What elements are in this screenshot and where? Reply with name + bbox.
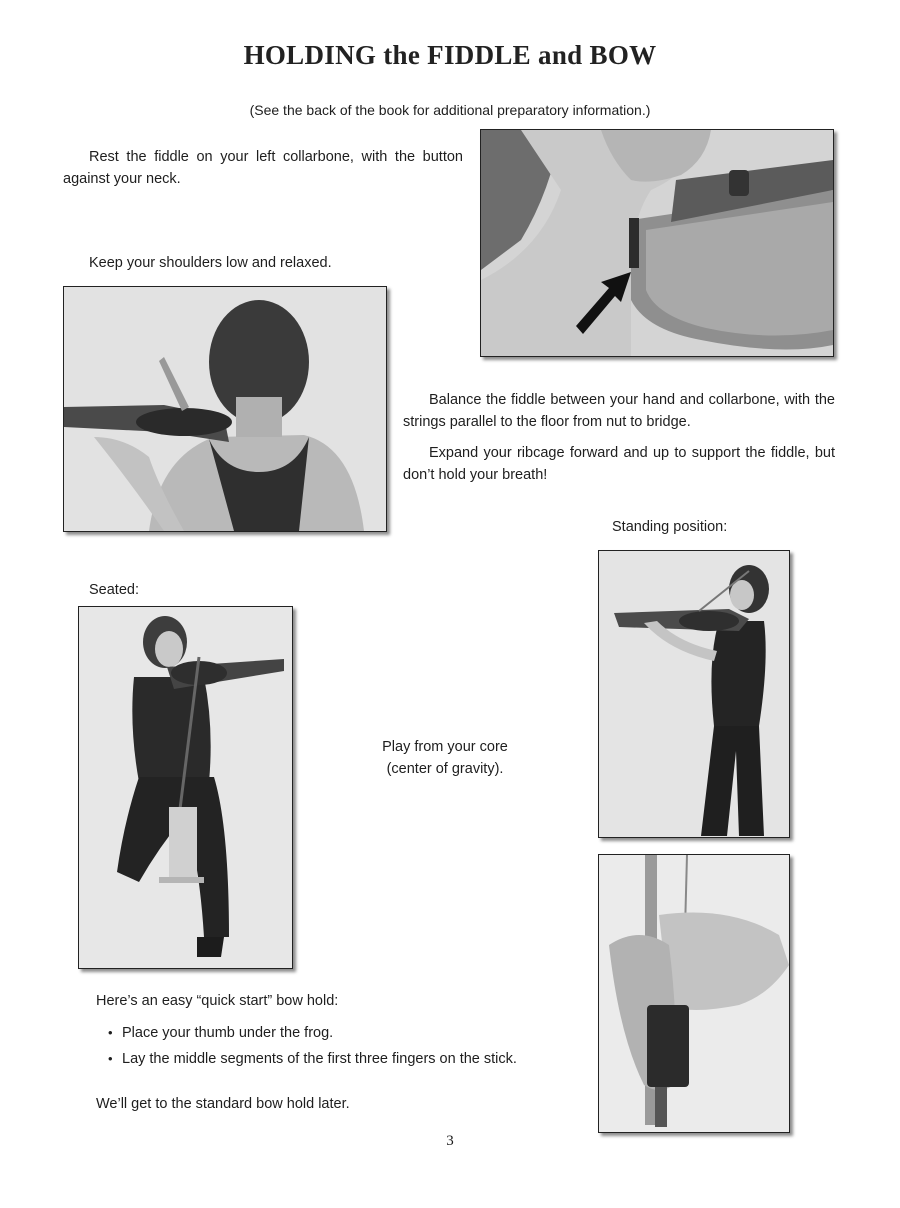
list-item: • Place your thumb under the frog. — [108, 1022, 517, 1044]
standing-caption: Standing position: — [612, 519, 728, 535]
standing-position-photo — [598, 550, 790, 838]
core-line-1: Play from your core — [382, 739, 508, 755]
collarbone-closeup-photo — [480, 129, 834, 357]
page-subtitle: (See the back of the book for additional preparatory information.) — [249, 102, 651, 118]
seated-caption: Seated: — [89, 582, 139, 598]
balance-paragraph: Balance the fiddle between your hand and collarbone, with the strings parallel to the floor from nut to bridge. — [403, 392, 835, 430]
core-paragraph — [360, 736, 530, 780]
page-title: HOLDING the FIDDLE and BOW — [243, 40, 657, 70]
ribcage-paragraph: Expand your ribcage forward and up to support the fiddle, but don’t hold your breath! — [403, 445, 835, 483]
page-number: 3 — [446, 1133, 454, 1149]
bow-hold-photo — [598, 854, 790, 1133]
bow-hold-intro: Here’s an easy “quick start” bow hold: — [96, 993, 339, 1009]
back-view-photo — [63, 286, 387, 532]
collarbone-paragraph: Rest the fiddle on your left collarbone, with the button against your neck. — [63, 149, 463, 187]
shoulders-paragraph: Keep your shoulders low and relaxed. — [89, 255, 332, 271]
bow-hold-steps — [108, 1022, 517, 1074]
bow-hold-later: We’ll get to the standard bow hold later. — [96, 1096, 350, 1112]
list-item: • Lay the middle segments of the first three fingers on the stick. — [108, 1048, 517, 1070]
core-line-2: (center of gravity). — [386, 761, 504, 777]
seated-position-photo — [78, 606, 293, 969]
